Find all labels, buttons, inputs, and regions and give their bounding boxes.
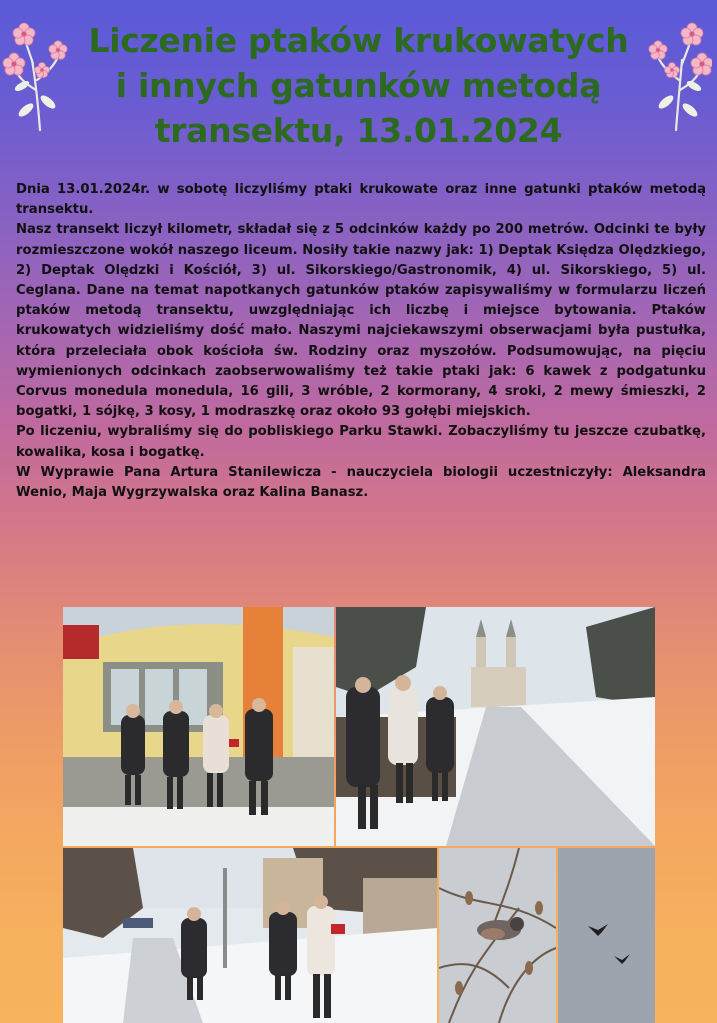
photo-bird-branches	[439, 848, 556, 1023]
photo-snowy-alley-church	[336, 607, 655, 846]
paragraph-participants: W Wyprawie Pana Artura Stanilewicza - nauczyciela biologii uczestniczyły: Aleksandra Wenio, Maja Wygrzywalska oraz Kalina Banasz.	[16, 464, 706, 501]
title-line-2: i innych gatunków metodą	[115, 66, 602, 105]
paragraph-intro: Dnia 13.01.2024r. w sobotę liczyliśmy ptaki krukowate oraz inne gatunki ptaków metodą transektu.	[16, 182, 706, 218]
title-line-1: Liczenie ptaków krukowatych	[88, 21, 629, 60]
photo-binoculars-street	[63, 848, 437, 1023]
paragraph-park: Po liczeniu, wybraliśmy się do pobliskiego Parku Stawki. Zobaczyliśmy tu jeszcze czubatkę, kowalika, kosa i bogatkę.	[16, 424, 706, 460]
photo-birds-sky	[558, 848, 655, 1023]
title-line-3: transektu, 13.01.2024	[154, 111, 563, 150]
page-title	[60, 18, 657, 153]
paragraph-transect: Nasz transekt liczył kilometr, składał się z 5 odcinków każdy po 200 metrów. Odcinki te były rozmieszczone wokół naszego liceum. Nosiły takie nazwy jak: 1) Deptak Księdza Olędzkiego, 2) Deptak Olędzki i Kościół, 3) ul. Sikorskiego/Gastronomik, 4) ul. Sikorskiego, 5) ul. Ceglana. Dane na temat napotkanych gatunków ptaków zapisywaliśmy w formularzu liczeń ptaków metodą transektu, uwzględniając ich liczbę i miejsce bytowania. Ptaków krukowatych widzieliśmy dość mało. Naszymi najciekawszymi obserwacjami była pustułka, która przeleciała obok kościoła św. Rodziny oraz myszołów. Podsumowując, na pięciu wymienionych odcinkach zaobserwowaliśmy też takie ptaki jak: 6 kawek z podgatunku Corvus monedula monedula, 16 gili, 3 wróble, 2 kormorany, 4 sroki, 2 mewy śmieszki, 2 bogatki, 1 sójkę, 3 kosy, 1 modraszkę oraz około 93 gołębi miejskich.	[16, 222, 706, 420]
article-body	[16, 180, 706, 503]
photo-school-building	[63, 607, 334, 846]
